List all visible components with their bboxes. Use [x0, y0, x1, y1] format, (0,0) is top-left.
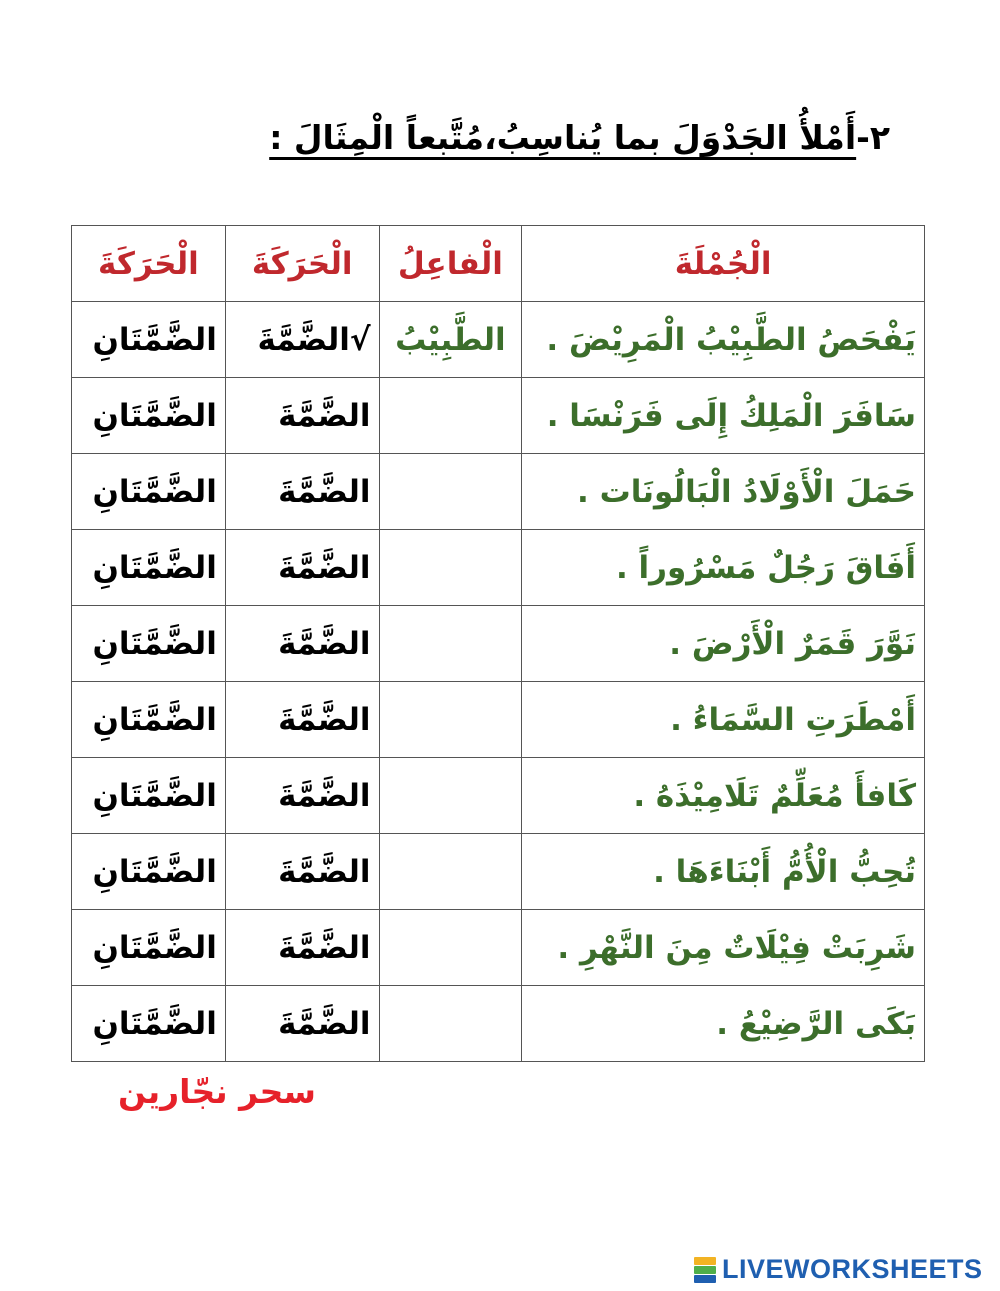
header-mark-2: الْحَرَكَةَ	[72, 226, 226, 302]
mark-option-damma[interactable]: الضَّمَّةَ	[225, 682, 379, 758]
mark-option-damma[interactable]: الضَّمَّةَ	[225, 910, 379, 986]
mark-option-dammatan[interactable]: الضَّمَّتَانِ	[72, 378, 226, 454]
mark-option-dammatan[interactable]: الضَّمَّتَانِ	[72, 454, 226, 530]
header-sentence: الْجُمْلَةَ	[522, 226, 925, 302]
sentence-cell: أَمْطَرَتِ السَّمَاءُ .	[522, 682, 925, 758]
exercise-table	[71, 225, 925, 1062]
subject-answer-cell[interactable]	[379, 378, 522, 454]
header-mark-1: الْحَرَكَةَ	[225, 226, 379, 302]
question-number: ٢-	[856, 118, 890, 157]
mark-option-damma[interactable]: الضَّمَّةَ	[225, 606, 379, 682]
subject-answer-cell[interactable]	[379, 454, 522, 530]
sentence-cell: يَفْحَصُ الطَّبِيْبُ الْمَرِيْضَ .	[522, 302, 925, 378]
header-subject: الْفاعِلُ	[379, 226, 522, 302]
liveworksheets-logo-icon	[694, 1257, 716, 1283]
sentence-cell: حَمَلَ الْأَوْلَادُ الْبَالُونَات .	[522, 454, 925, 530]
table-row	[72, 758, 925, 834]
mark-option-damma[interactable]: الضَّمَّةَ	[225, 530, 379, 606]
mark-option-dammatan[interactable]: الضَّمَّتَانِ	[72, 530, 226, 606]
mark-option-damma[interactable]: الضَّمَّةَ	[225, 758, 379, 834]
sentence-cell: سَافَرَ الْمَلِكُ إِلَى فَرَنْسَا .	[522, 378, 925, 454]
table-row	[72, 606, 925, 682]
table-row	[72, 530, 925, 606]
mark-option-dammatan[interactable]: الضَّمَّتَانِ	[72, 910, 226, 986]
author-signature: سحر نجّارين	[118, 1072, 316, 1111]
mark-option-damma[interactable]: الضَّمَّةَ	[225, 834, 379, 910]
table-row	[72, 378, 925, 454]
brand-name: LIVEWORKSHEETS	[722, 1254, 983, 1284]
mark-option-damma[interactable]: الضَّمَّةَ	[225, 378, 379, 454]
table-row	[72, 986, 925, 1062]
mark-option-dammatan[interactable]: الضَّمَّتَانِ	[72, 758, 226, 834]
question-instruction: أَمْلأُ الجَدْوَلَ بما يُناسِبُ،مُتَّبعاً الْمِثَالَ :	[269, 118, 857, 157]
subject-answer-cell[interactable]	[379, 606, 522, 682]
mark-option-dammatan[interactable]: الضَّمَّتَانِ	[72, 302, 226, 378]
mark-option-dammatan[interactable]: الضَّمَّتَانِ	[72, 834, 226, 910]
subject-answer-cell[interactable]: الطَّبِيْبُ	[379, 302, 522, 378]
subject-answer-cell[interactable]	[379, 910, 522, 986]
mark-option-damma[interactable]: الضَّمَّةَ	[225, 986, 379, 1062]
table-row	[72, 302, 925, 378]
liveworksheets-footer[interactable]	[694, 1254, 983, 1285]
table-row	[72, 910, 925, 986]
subject-answer-cell[interactable]	[379, 834, 522, 910]
sentence-cell: تُحِبُّ الْأُمُّ أَبْنَاءَهَا .	[522, 834, 925, 910]
worksheet-title	[269, 118, 890, 157]
subject-answer-cell[interactable]	[379, 986, 522, 1062]
sentence-cell: شَرِبَتْ فِيْلَاتٌ مِنَ النَّهْرِ .	[522, 910, 925, 986]
mark-option-damma[interactable]: الضَّمَّةَ	[225, 454, 379, 530]
sentence-cell: بَكَى الرَّضِيْعُ .	[522, 986, 925, 1062]
mark-option-dammatan[interactable]: الضَّمَّتَانِ	[72, 682, 226, 758]
mark-option-dammatan[interactable]: الضَّمَّتَانِ	[72, 986, 226, 1062]
subject-answer-cell[interactable]	[379, 758, 522, 834]
table-header-row	[72, 226, 925, 302]
subject-answer-cell[interactable]	[379, 682, 522, 758]
table-row	[72, 834, 925, 910]
subject-answer-cell[interactable]	[379, 530, 522, 606]
sentence-cell: نَوَّرَ قَمَرٌ الْأَرْضَ .	[522, 606, 925, 682]
sentence-cell: أَفَاقَ رَجُلٌ مَسْرُوراً .	[522, 530, 925, 606]
mark-option-damma[interactable]: √الضَّمَّةَ	[225, 302, 379, 378]
table-row	[72, 454, 925, 530]
sentence-cell: كَافأَ مُعَلِّمٌ تَلَامِيْذَهُ .	[522, 758, 925, 834]
mark-option-dammatan[interactable]: الضَّمَّتَانِ	[72, 606, 226, 682]
table-row	[72, 682, 925, 758]
